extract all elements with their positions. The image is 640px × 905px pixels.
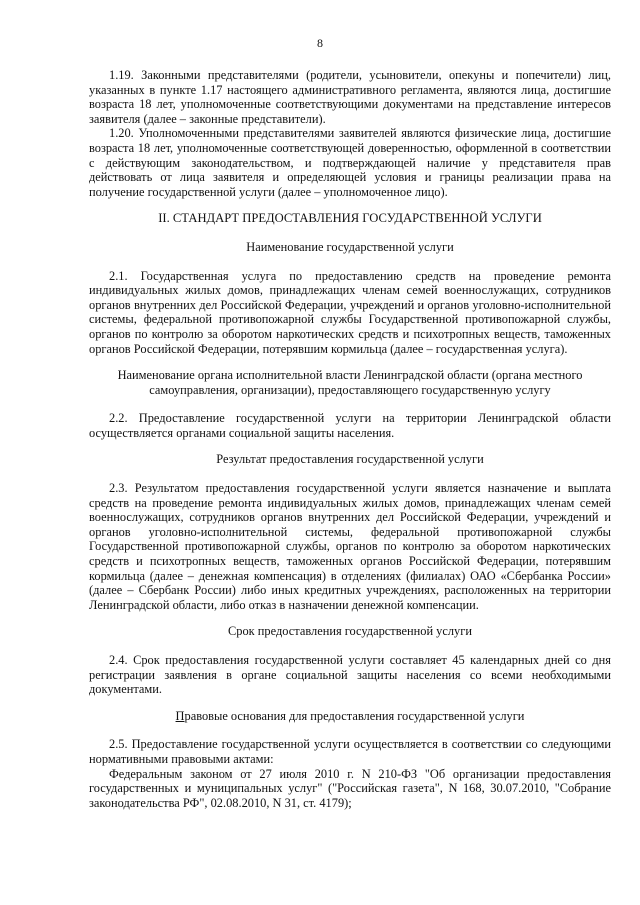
- paragraph-2-3: 2.3. Результатом предоставления государственной услуги является назначение и выплата средств на проведение ремонта индивидуальных жилых домов, принадлежащих членам семей военнослужащих, сотрудников органов внутренних дел Российской Федерации, учреждений и органов уголовно-исполнительной системы, федеральной противопожарной службы Государственной противопожарной службы, органов по контролю за оборотом наркотических средств и психотропных веществ, таможенных органов Российской Федерации, потерявшим кормильца (далее – денежная компенсация) в отделениях (филиалах) ОАО «Сбербанка России» (далее – Сбербанк России) либо иных кредитных учреждениях, расположенных на территории Ленинградской области, либо отказ в назначении денежной компенсации.: [89, 481, 611, 612]
- paragraph-2-2: 2.2. Предоставление государственной услуги на территории Ленинградской области осуществляется органами социальной защиты населения.: [89, 411, 611, 440]
- paragraph-1-20: 1.20. Уполномоченными представителями заявителей являются физические лица, достигшие возраста 18 лет, уполномоченные соответствующей доверенностью, оформленной в соответствии с действующим законодательством, и подтверждающей наличие у представителя прав действовать от лица заявителя и определяющей условия и границы реализации права на получение государственной услуги (далее – уполномоченное лицо).: [89, 126, 611, 199]
- paragraph-federal-law: Федеральным законом от 27 июля 2010 г. N 210-ФЗ "Об организации предоставления государственных и муниципальных услуг" ("Российская газета", N 168, 30.07.2010, "Собрание законодательства РФ", 02.08.2010, N 31, ст. 4179);: [89, 766, 611, 810]
- document-body: [89, 68, 611, 810]
- heading-legal-basis: Правовые основания для предоставления государственной услуги: [175, 708, 525, 723]
- paragraph-1-19: 1.19. Законными представителями (родители, усыновители, опекуны и попечители) лиц, указанных в пункте 1.17 настоящего административного регламента, являются лица, достигшие возраста 18 лет, уполномоченные соответствующими документами на представление интересов заявителя (далее – законные представители).: [89, 68, 611, 126]
- heading-result: Результат предоставления государственной услуги: [216, 452, 484, 467]
- section-title: II. СТАНДАРТ ПРЕДОСТАВЛЕНИЯ ГОСУДАРСТВЕННОЙ УСЛУГИ: [158, 211, 542, 226]
- page-number: 8: [317, 36, 323, 50]
- paragraph-2-1: 2.1. Государственная услуга по предоставлению средств на проведение ремонта индивидуальных жилых домов, принадлежащих членам семей военнослужащих, сотрудников органов внутренних дел Российской Федерации, учреждений и органов уголовно-исполнительной системы, федеральной противопожарной службы Государственной противопожарной службы, органов по контролю за оборотом наркотических средств и психотропных веществ, таможенных органов Российской Федерации, потерявшим кормильца (далее – государственная услуга).: [89, 268, 611, 356]
- heading-term: Срок предоставления государственной услуги: [228, 624, 472, 639]
- heading-authority: Наименование органа исполнительной власти Ленинградской области (органа местного самоуправления, организации), предоставляющего государственную услугу: [117, 368, 583, 397]
- paragraph-2-4: 2.4. Срок предоставления государственной услуги составляет 45 календарных дней со дня регистрации заявления в органе социальной защиты населения со всеми необходимыми документами.: [89, 653, 611, 697]
- paragraph-2-5: 2.5. Предоставление государственной услуги осуществляется в соответствии со следующими нормативными правовыми актами:: [89, 737, 611, 766]
- heading-service-name: Наименование государственной услуги: [246, 239, 454, 254]
